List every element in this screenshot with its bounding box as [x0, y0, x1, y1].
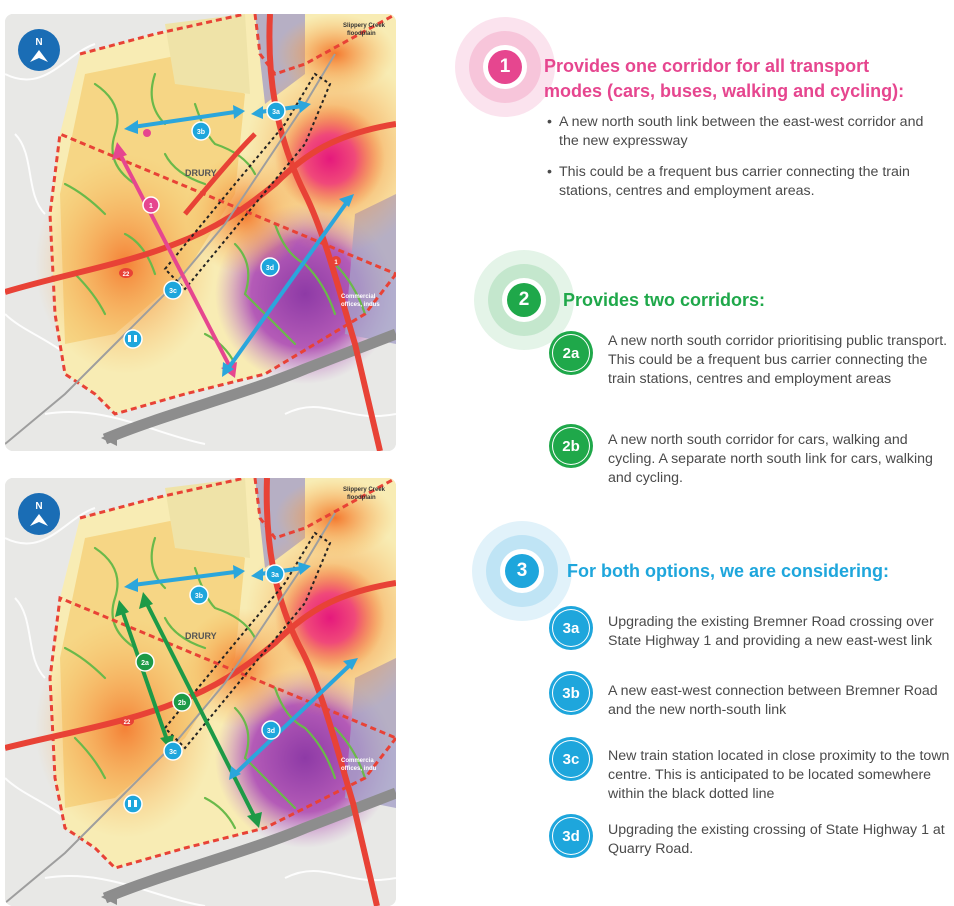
option-2a-row	[549, 331, 949, 411]
road-shield-1	[331, 256, 341, 266]
commercial-label: Commercial	[341, 294, 376, 300]
map-option-1	[5, 14, 396, 451]
option-3d-row	[549, 814, 949, 864]
svg-text:22: 22	[122, 272, 130, 278]
marker-3c[interactable]	[164, 742, 182, 760]
svg-text:3b: 3b	[196, 129, 206, 136]
option-3c-text: New train station located in close proximity to the town centre. This is anticipated to be located somewhere within the black dotted line	[608, 748, 950, 802]
floodplain-label: Slippery Creek	[343, 487, 386, 493]
marker-3c[interactable]	[164, 281, 182, 299]
list-item: • A new north south link between the east-west corridor and the new expressway	[547, 113, 937, 151]
marker-3b[interactable]	[192, 122, 210, 140]
option-3a-text: Upgrading the existing Bremner Road crossing over State Highway 1 and providing a new east-west link	[608, 614, 934, 649]
option-3b-text: A new east-west connection between Bremner Road and the new north-south link	[608, 683, 938, 718]
road-shield-22	[119, 268, 133, 278]
option-1-title	[544, 54, 904, 104]
place-label-drury: DRURY	[185, 631, 217, 641]
option-3-title: For both options, we are considering:	[567, 561, 890, 581]
badge-2b: 2b	[549, 424, 593, 468]
badge-2a: 2a	[549, 331, 593, 375]
option-3c-row	[549, 737, 949, 803]
svg-text:22: 22	[123, 720, 131, 726]
option-3-number: 3	[505, 554, 539, 588]
badge-3c: 3c	[549, 737, 593, 781]
north-arrow-icon	[18, 29, 60, 71]
svg-text:2b: 2b	[177, 700, 187, 707]
svg-text:3a: 3a	[272, 109, 280, 116]
option-1-title-line1: Provides one corridor for all transport	[544, 56, 870, 76]
marker-3a[interactable]	[267, 102, 285, 120]
svg-text:3b: 3b	[194, 593, 204, 600]
place-label-drury: DRURY	[185, 168, 217, 178]
marker-2b[interactable]	[173, 693, 191, 711]
option-3b-row	[549, 671, 949, 721]
school-icon	[124, 330, 142, 348]
svg-text:1: 1	[334, 260, 338, 266]
svg-text:3c: 3c	[169, 749, 177, 756]
north-arrow-icon	[18, 493, 60, 535]
svg-text:1: 1	[149, 203, 153, 210]
svg-text:3d: 3d	[265, 265, 275, 272]
option-1-badge	[455, 17, 555, 117]
list-item: • This could be a frequent bus carrier connecting the train stations, centres and employment areas.	[547, 163, 937, 201]
svg-text:3a: 3a	[271, 572, 279, 579]
marker-3d[interactable]	[261, 258, 279, 276]
svg-text:3c: 3c	[169, 288, 177, 295]
floodplain-label-2: floodplain	[347, 31, 376, 37]
option-2b-text: A new north south corridor for cars, walking and cycling. A separate north south link for cars, walking and cycling.	[608, 432, 933, 486]
option-2a-text: A new north south corridor prioritising public transport. This could be a frequent bus carrier connecting the train stations, centres and employment areas	[608, 333, 948, 387]
marker-1[interactable]	[143, 197, 159, 213]
option-3a-row	[549, 606, 949, 670]
option-1-number: 1	[488, 50, 522, 84]
option-1-title-line2: modes (cars, buses, walking and cycling):	[544, 81, 905, 101]
map-option-2	[5, 478, 396, 906]
road-shield-22	[120, 716, 134, 726]
badge-3a: 3a	[549, 606, 593, 650]
commercial-label-2: offices, indus	[341, 302, 380, 308]
option-2-title: Provides two corridors:	[563, 290, 766, 310]
svg-text:3d: 3d	[266, 728, 276, 735]
badge-3b: 3b	[549, 671, 593, 715]
svg-text:N: N	[35, 501, 43, 512]
option-3d-text: Upgrading the existing crossing of State Highway 1 at Quarry Road.	[608, 822, 945, 857]
commercial-label: Commercia	[341, 758, 374, 764]
marker-3a[interactable]	[266, 565, 284, 583]
option-2b-row	[549, 424, 949, 490]
commercial-label-2: offices, indu	[341, 766, 377, 772]
marker-2a[interactable]	[136, 653, 154, 671]
marker-3b[interactable]	[190, 586, 208, 604]
svg-text:2a: 2a	[141, 660, 149, 667]
marker-3d[interactable]	[262, 721, 280, 739]
svg-text:N: N	[35, 37, 43, 48]
floodplain-label-2: floodplain	[347, 495, 376, 501]
option-1-bullets	[547, 113, 937, 213]
floodplain-label: Slippery Creek	[343, 23, 386, 29]
option-2-number: 2	[507, 283, 541, 317]
badge-3d: 3d	[549, 814, 593, 858]
school-icon	[124, 795, 142, 813]
